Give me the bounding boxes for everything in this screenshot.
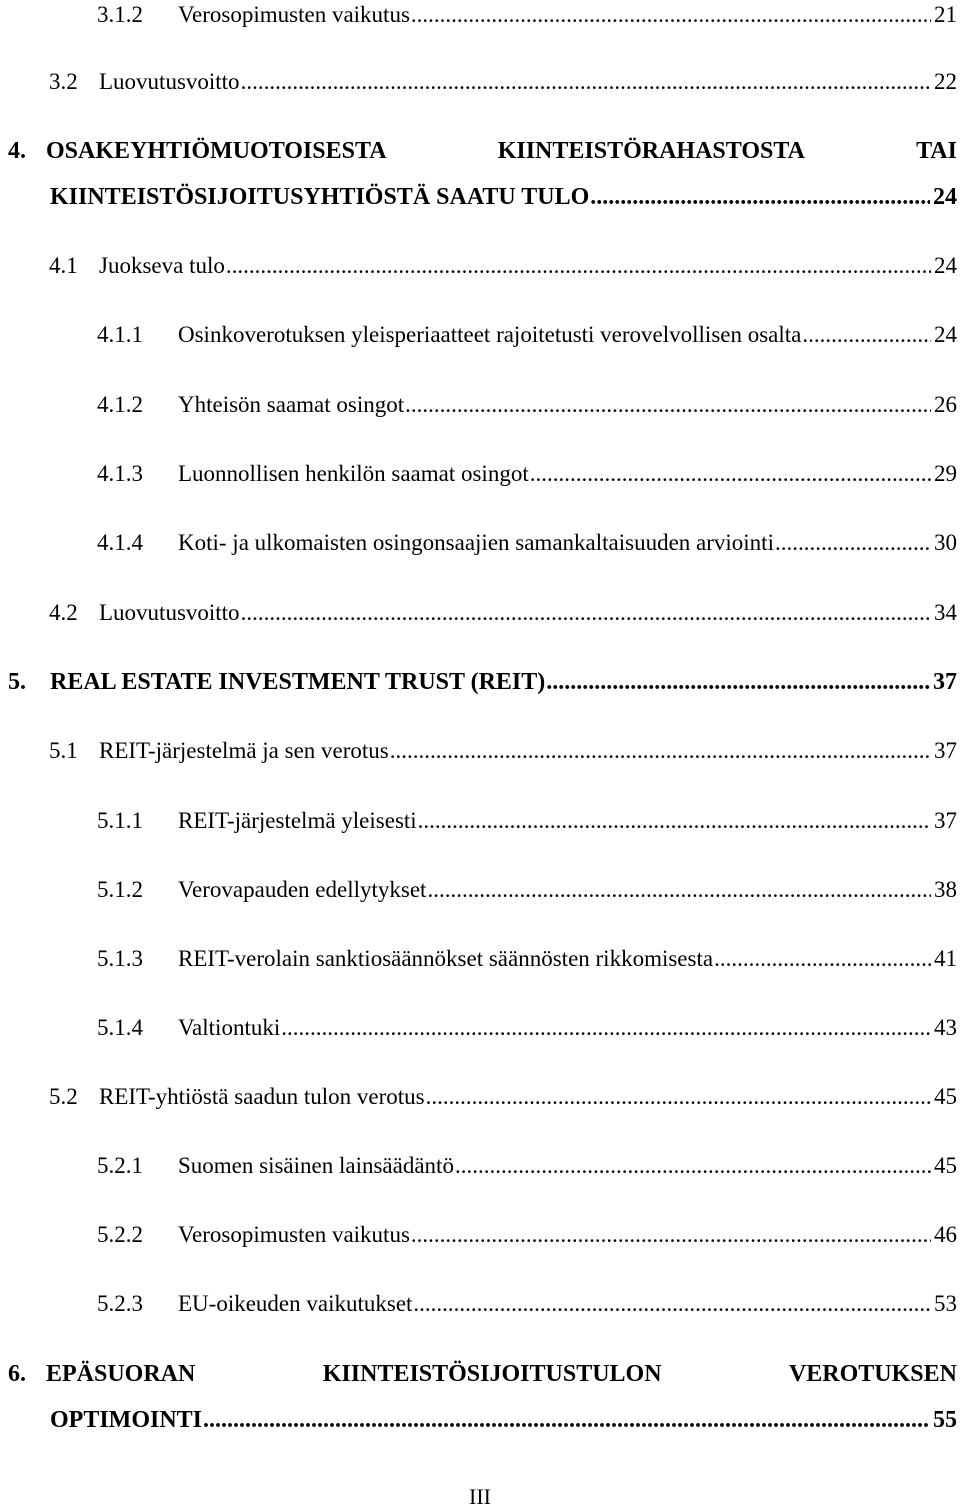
toc-entry-number: 5.1.2 (97, 877, 143, 902)
toc-entry[interactable] (97, 875, 957, 905)
toc-entry[interactable] (50, 182, 957, 212)
toc-entry-number: 5.2.2 (97, 1222, 143, 1247)
toc-entry-title: REIT-järjestelmä yleisesti (178, 808, 417, 833)
toc-leader-dots (390, 736, 931, 766)
toc-entry[interactable] (49, 1082, 957, 1112)
toc-entry-title: Juokseva tulo (99, 253, 225, 278)
toc-entry-number: 5. (8, 669, 26, 695)
toc-entry[interactable] (8, 667, 957, 697)
toc-entry[interactable] (97, 528, 957, 558)
toc-entry-number (8, 1359, 195, 1389)
toc-entry-page: 34 (934, 600, 957, 625)
toc-title-word: VEROTUKSEN (788, 1361, 957, 1387)
toc-entry-title: Suomen sisäinen lainsäädäntö (178, 1153, 454, 1178)
toc-entry-page: 24 (934, 322, 957, 347)
toc-entry-title: Yhteisön saamat osingot (178, 392, 405, 417)
toc-entry-page: 43 (934, 1015, 957, 1040)
toc-entry-page: 30 (934, 530, 957, 555)
toc-entry[interactable] (97, 1151, 957, 1181)
toc-entry-number: 5.1.1 (97, 808, 143, 833)
toc-entry-page: 53 (934, 1291, 957, 1316)
toc-entry-page: 46 (934, 1222, 957, 1247)
toc-leader-dots (405, 390, 931, 420)
toc-entry-heading-line[interactable] (8, 136, 957, 166)
toc-entry-number: 5.1 (49, 738, 78, 763)
toc-entry-title: Koti- ja ulkomaisten osingonsaajien samankaltaisuuden arviointi (178, 530, 774, 555)
toc-entry-number (8, 136, 387, 166)
page-number-footer: III (469, 1484, 491, 1509)
toc-entry-title: Verosopimusten vaikutus (178, 1222, 410, 1247)
toc-leader-dots (411, 0, 931, 30)
toc-leader-dots (427, 875, 931, 905)
toc-entry[interactable] (49, 67, 957, 97)
toc-entry-title: Luovutusvoitto (99, 600, 240, 625)
toc-entry-page: 24 (934, 253, 957, 278)
toc-number-text: 4. (8, 138, 26, 164)
toc-title-word: OSAKEYHTIÖMUOTOISESTA (46, 138, 387, 164)
toc-entry[interactable] (97, 0, 957, 30)
toc-entry-page: 55 (933, 1407, 957, 1433)
toc-leader-dots (411, 1220, 931, 1250)
toc-entry-title: Verosopimusten vaikutus (178, 2, 410, 27)
toc-entry-page: 45 (934, 1084, 957, 1109)
toc-entry-page: 41 (934, 946, 957, 971)
toc-entry[interactable] (97, 1013, 957, 1043)
toc-leader-dots (455, 1151, 931, 1181)
toc-entry-page: 29 (934, 461, 957, 486)
toc-entry-heading-line[interactable] (8, 1359, 957, 1389)
toc-entry-title: Valtiontuki (178, 1015, 281, 1040)
toc-entry[interactable] (49, 251, 957, 281)
toc-entry-title: REAL ESTATE INVESTMENT TRUST (REIT) (50, 669, 546, 695)
toc-entry[interactable] (97, 944, 957, 974)
toc-entry[interactable] (49, 598, 957, 628)
toc-entry-title: OPTIMOINTI (50, 1407, 203, 1433)
toc-leader-dots (714, 944, 931, 974)
toc-entry-number: 4.1.4 (97, 530, 143, 555)
toc-title-word: KIINTEISTÖSIJOITUSTULON (322, 1361, 662, 1387)
toc-entry-title: Verovapauden edellytykset (178, 877, 427, 902)
toc-entry[interactable] (97, 1220, 957, 1250)
toc-entry-title: REIT-verolain sanktiosäännökset säännösten rikkomisesta (178, 946, 714, 971)
toc-entry-page: 24 (933, 184, 957, 210)
toc-entry-number: 5.1.4 (97, 1015, 143, 1040)
toc-entry-number: 4.1.3 (97, 461, 143, 486)
toc-entry-number: 3.1.2 (97, 2, 143, 27)
toc-entry[interactable] (97, 320, 957, 350)
toc-entry[interactable] (97, 806, 957, 836)
toc-entry-title: Luovutusvoitto (99, 69, 240, 94)
toc-entry-number: 5.2 (49, 1084, 78, 1109)
toc-entry[interactable] (97, 390, 957, 420)
toc-entry-page: 45 (934, 1153, 957, 1178)
toc-entry-page: 21 (934, 2, 957, 27)
toc-leader-dots (802, 320, 931, 350)
toc-title-word: EPÄSUORAN (46, 1361, 196, 1387)
toc-leader-dots (241, 598, 931, 628)
toc-number-text: 6. (8, 1361, 26, 1387)
toc-entry-page: 22 (934, 69, 957, 94)
toc-entry-number: 4.1.1 (97, 322, 143, 347)
toc-entry-number: 5.2.1 (97, 1153, 143, 1178)
toc-entry-page: 37 (933, 669, 957, 695)
toc-entry-title: EU-oikeuden vaikutukset (178, 1291, 413, 1316)
toc-leader-dots (226, 251, 931, 281)
toc-leader-dots (241, 67, 931, 97)
toc-leader-dots (530, 459, 931, 489)
toc-entry-page: 38 (934, 877, 957, 902)
toc-leader-dots (590, 182, 930, 212)
toc-entry-number: 4.2 (49, 600, 78, 625)
toc-entry-title: REIT-yhtiöstä saadun tulon verotus (99, 1084, 425, 1109)
toc-leader-dots (546, 667, 930, 697)
toc-entry-title: Luonnollisen henkilön saamat osingot (178, 461, 529, 486)
toc-leader-dots (775, 528, 931, 558)
toc-leader-dots (281, 1013, 931, 1043)
toc-leader-dots (426, 1082, 931, 1112)
toc-entry-page: 26 (934, 392, 957, 417)
toc-entry-page: 37 (934, 738, 957, 763)
toc-entry[interactable] (97, 1289, 957, 1319)
toc-entry[interactable] (49, 736, 957, 766)
toc-entry-title: Osinkoverotuksen yleisperiaatteet rajoitetusti verovelvollisen osalta (178, 322, 802, 347)
toc-leader-dots (418, 806, 931, 836)
toc-entry-title: KIINTEISTÖSIJOITUSYHTIÖSTÄ SAATU TULO (50, 184, 590, 210)
toc-entry[interactable] (97, 459, 957, 489)
toc-entry-number: 5.1.3 (97, 946, 143, 971)
toc-entry-number: 4.1 (49, 253, 78, 278)
toc-entry-page: 37 (934, 808, 957, 833)
toc-entry[interactable] (50, 1405, 957, 1435)
toc-title-word: TAI (916, 138, 957, 164)
toc-leader-dots (413, 1289, 931, 1319)
toc-title-word: KIINTEISTÖRAHASTOSTA (497, 138, 805, 164)
toc-leader-dots (203, 1405, 930, 1435)
toc-entry-number: 5.2.3 (97, 1291, 143, 1316)
toc-entry-number: 4.1.2 (97, 392, 143, 417)
toc-entry-number: 3.2 (49, 69, 78, 94)
toc-entry-title: REIT-järjestelmä ja sen verotus (99, 738, 389, 763)
